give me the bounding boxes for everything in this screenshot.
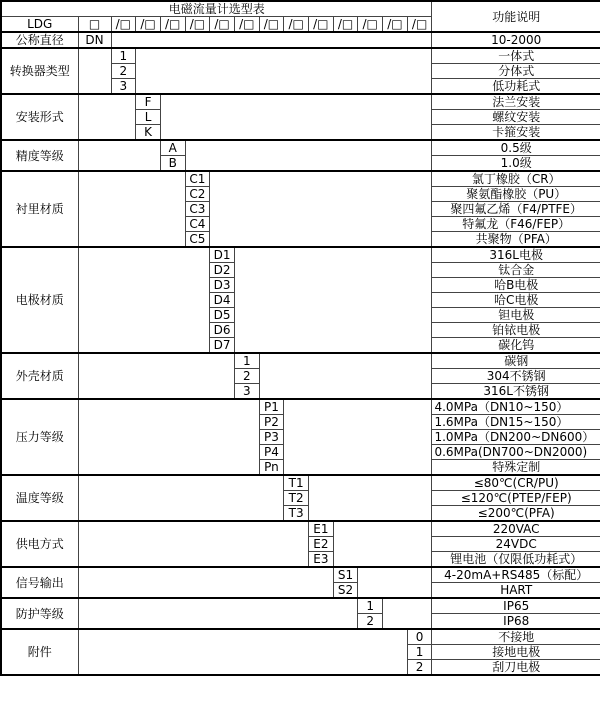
empty-cell: [78, 94, 136, 140]
desc-cell: 低功耗式: [432, 79, 600, 95]
function-column-header: 功能说明: [432, 1, 600, 32]
model-slot: /□: [284, 17, 309, 33]
code-cell: D3: [210, 278, 235, 293]
code-cell: F: [136, 94, 161, 110]
code-cell: 3: [234, 384, 259, 400]
code-cell: 0: [407, 629, 432, 645]
code-cell: E1: [309, 521, 334, 537]
desc-cell: 碳钢: [432, 353, 600, 369]
model-slot: /□: [160, 17, 185, 33]
model-slot: /□: [407, 17, 432, 33]
code-cell: T1: [284, 475, 309, 491]
code-cell: S1: [333, 567, 358, 583]
table-row: [1, 94, 600, 110]
desc-cell: HART: [432, 583, 600, 599]
model-box: □: [78, 17, 111, 33]
code-cell: T2: [284, 491, 309, 506]
desc-cell: 特氟龙（F46/FEP）: [432, 217, 600, 232]
desc-cell: ≤200℃(PFA): [432, 506, 600, 522]
table-row: [1, 247, 600, 263]
desc-cell: ≤80℃(CR/PU): [432, 475, 600, 491]
code-cell: S2: [333, 583, 358, 599]
model-slot: /□: [383, 17, 408, 33]
desc-cell: 0.5级: [432, 140, 600, 156]
desc-cell: 钛合金: [432, 263, 600, 278]
code-cell: DN: [78, 32, 111, 48]
empty-cell: [78, 48, 111, 94]
model-slot: /□: [136, 17, 161, 33]
desc-cell: 特殊定制: [432, 460, 600, 476]
code-cell: 1: [407, 645, 432, 660]
desc-cell: 4-20mA+RS485（标配）: [432, 567, 600, 583]
desc-cell: 碳化钨: [432, 338, 600, 354]
group-label: 压力等级: [1, 399, 78, 475]
code-cell: A: [160, 140, 185, 156]
empty-cell: [309, 475, 432, 521]
desc-cell: 哈B电极: [432, 278, 600, 293]
code-cell: 3: [111, 79, 136, 95]
group-label: 供电方式: [1, 521, 78, 567]
group-label: 衬里材质: [1, 171, 78, 247]
empty-cell: [284, 399, 432, 475]
model-prefix: LDG: [1, 17, 78, 33]
code-cell: D4: [210, 293, 235, 308]
code-cell: K: [136, 125, 161, 141]
group-label: 外壳材质: [1, 353, 78, 399]
empty-cell: [78, 629, 407, 675]
empty-cell: [234, 247, 432, 353]
code-cell: L: [136, 110, 161, 125]
desc-cell: 316L不锈钢: [432, 384, 600, 400]
code-cell: D2: [210, 263, 235, 278]
desc-cell: 4.0MPa（DN10~150）: [432, 399, 600, 415]
desc-cell: 法兰安装: [432, 94, 600, 110]
empty-cell: [111, 32, 432, 48]
group-label: 精度等级: [1, 140, 78, 171]
table-row: [1, 48, 600, 64]
desc-cell: 接地电极: [432, 645, 600, 660]
desc-cell: 氯丁橡胶（CR）: [432, 171, 600, 187]
empty-cell: [136, 48, 432, 94]
code-cell: 2: [111, 64, 136, 79]
desc-cell: 共聚物（PFA）: [432, 232, 600, 248]
code-cell: B: [160, 156, 185, 172]
empty-cell: [78, 567, 333, 598]
group-label: 温度等级: [1, 475, 78, 521]
desc-cell: 螺纹安装: [432, 110, 600, 125]
empty-cell: [78, 353, 234, 399]
desc-cell: 不接地: [432, 629, 600, 645]
desc-cell: 1.0MPa（DN200~DN600）: [432, 430, 600, 445]
empty-cell: [78, 598, 358, 629]
code-cell: C2: [185, 187, 210, 202]
code-cell: D5: [210, 308, 235, 323]
code-cell: 1: [234, 353, 259, 369]
table-row: [1, 475, 600, 491]
code-cell: E2: [309, 537, 334, 552]
group-label: 附件: [1, 629, 78, 675]
model-slot: /□: [309, 17, 334, 33]
empty-cell: [78, 171, 185, 247]
group-label: 安装形式: [1, 94, 78, 140]
empty-cell: [259, 353, 432, 399]
table-row: [1, 32, 600, 48]
code-cell: 1: [111, 48, 136, 64]
desc-cell: 304不锈钢: [432, 369, 600, 384]
desc-cell: 一体式: [432, 48, 600, 64]
code-cell: P3: [259, 430, 284, 445]
empty-cell: [383, 598, 432, 629]
desc-cell: 哈C电极: [432, 293, 600, 308]
group-label: 信号输出: [1, 567, 78, 598]
table-row: [1, 171, 600, 187]
model-slot: /□: [333, 17, 358, 33]
code-cell: 1: [358, 598, 383, 614]
empty-cell: [78, 475, 284, 521]
code-cell: T3: [284, 506, 309, 522]
empty-cell: [333, 521, 432, 567]
desc-cell: 0.6MPa(DN700~DN2000): [432, 445, 600, 460]
code-cell: C4: [185, 217, 210, 232]
code-cell: C3: [185, 202, 210, 217]
desc-cell: 钽电极: [432, 308, 600, 323]
model-slot: /□: [234, 17, 259, 33]
group-label: 防护等级: [1, 598, 78, 629]
group-label: 电极材质: [1, 247, 78, 353]
table-row: [1, 629, 600, 645]
desc-cell: 1.6MPa（DN15~150）: [432, 415, 600, 430]
empty-cell: [78, 521, 309, 567]
table-row: [1, 598, 600, 614]
code-cell: D6: [210, 323, 235, 338]
model-slot: /□: [111, 17, 136, 33]
desc-cell: 卡箍安装: [432, 125, 600, 141]
code-cell: Pn: [259, 460, 284, 476]
table-row: [1, 399, 600, 415]
desc-cell: 铂铱电极: [432, 323, 600, 338]
desc-cell: 1.0级: [432, 156, 600, 172]
model-slot: /□: [259, 17, 284, 33]
desc-cell: 220VAC: [432, 521, 600, 537]
desc-cell: IP68: [432, 614, 600, 630]
model-slot: /□: [210, 17, 235, 33]
code-cell: D1: [210, 247, 235, 263]
table-row: [1, 521, 600, 537]
code-cell: E3: [309, 552, 334, 568]
code-cell: 2: [358, 614, 383, 630]
table-row: [1, 140, 600, 156]
empty-cell: [78, 399, 259, 475]
empty-cell: [185, 140, 432, 171]
desc-cell: ≤120℃(PTEP/FEP): [432, 491, 600, 506]
desc-cell: 锂电池（仅限低功耗式）: [432, 552, 600, 568]
group-label: 转换器类型: [1, 48, 78, 94]
desc-cell: IP65: [432, 598, 600, 614]
code-cell: P1: [259, 399, 284, 415]
desc-cell: 聚氨酯橡胶（PU）: [432, 187, 600, 202]
code-cell: 2: [234, 369, 259, 384]
desc-cell: 聚四氟乙烯（F4/PTFE）: [432, 202, 600, 217]
empty-cell: [210, 171, 432, 247]
row-label: 公称直径: [1, 32, 78, 48]
empty-cell: [160, 94, 432, 140]
model-slot: /□: [358, 17, 383, 33]
table-title: 电磁流量计选型表: [1, 1, 432, 17]
table-row: [1, 1, 600, 17]
desc-cell: 10-2000: [432, 32, 600, 48]
desc-cell: 分体式: [432, 64, 600, 79]
desc-cell: 刮刀电极: [432, 660, 600, 676]
empty-cell: [78, 140, 160, 171]
empty-cell: [78, 247, 210, 353]
code-cell: C5: [185, 232, 210, 248]
empty-cell: [358, 567, 432, 598]
table-row: [1, 567, 600, 583]
code-cell: P2: [259, 415, 284, 430]
desc-cell: 24VDC: [432, 537, 600, 552]
desc-cell: 316L电极: [432, 247, 600, 263]
code-cell: 2: [407, 660, 432, 676]
code-cell: P4: [259, 445, 284, 460]
model-slot: /□: [185, 17, 210, 33]
table-row: [1, 353, 600, 369]
code-cell: C1: [185, 171, 210, 187]
code-cell: D7: [210, 338, 235, 354]
